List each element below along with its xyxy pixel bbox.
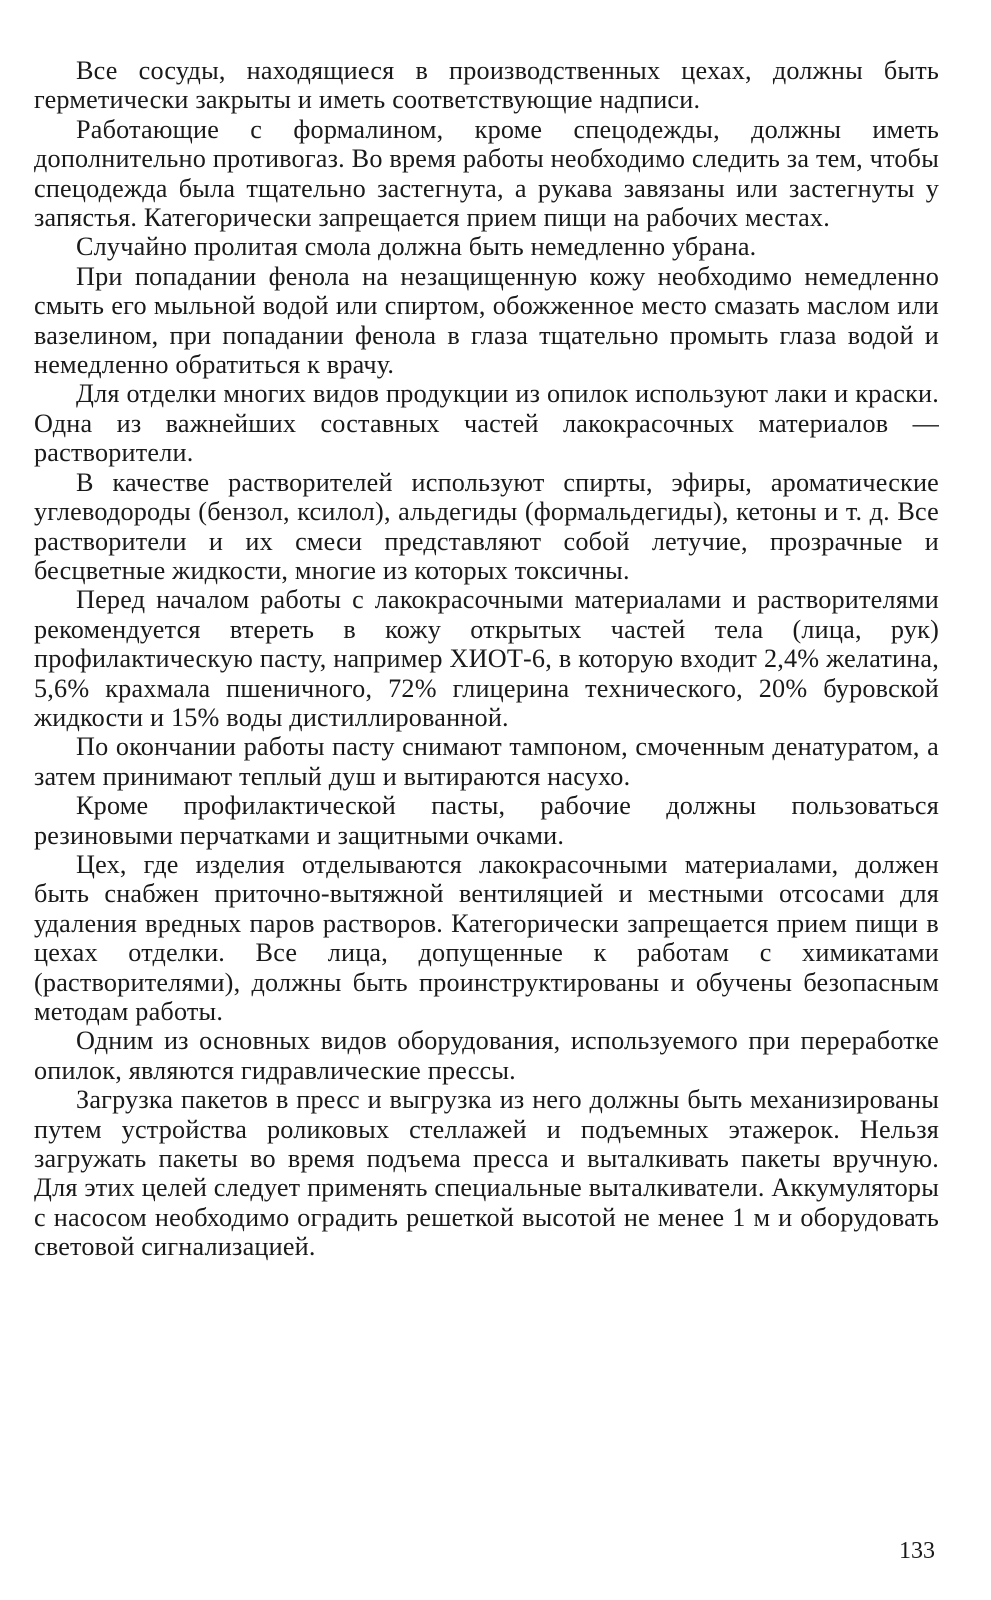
paragraph-protective-paste: Перед началом работы с лакокрасочными материалами и растворителями рекомендуется втереть в кожу открытых частей тела (лица, рук) профилактическую пасту, например ХИОТ-6, в которую входит 2,4% желатина, 5,6% крахмала пшеничного, 72% глицерина технического, 20% буровской жидкости и 15% воды дистиллированной.	[34, 585, 939, 732]
paragraph-presses: Одним из основных видов оборудования, используемого при переработке опилок, являются гидравлические прессы.	[34, 1026, 939, 1085]
page-body	[34, 56, 939, 1262]
paragraph-gloves: Кроме профилактической пасты, рабочие должны пользоваться резиновыми перчатками и защитными очками.	[34, 791, 939, 850]
paragraph-after-work: По окончании работы пасту снимают тампоном, смоченным денатуратом, а затем принимают теплый душ и вытираются насухо.	[34, 732, 939, 791]
paragraph-resin: Случайно пролитая смола должна быть немедленно убрана.	[76, 232, 757, 262]
paragraph-finishing: Для отделки многих видов продукции из опилок используют лаки и краски. Одна из важнейших составных частей лакокрасочных материалов — растворители.	[34, 379, 939, 468]
paragraph-formalin: Работающие с формалином, кроме спецодежды, должны иметь дополнительно противогаз. Во время работы необходимо следить за тем, чтобы спецодежда была тщательно застегнута, а рукава завязаны или застегнуты у запястья. Категорически запрещается прием пищи на рабочих местах.	[34, 114, 939, 233]
paragraph-vessels: Все сосуды, находящиеся в производственных цехах, должны быть герметически закрыты и иметь соответствующие надписи.	[34, 56, 939, 115]
paragraph-phenol: При попадании фенола на незащищенную кожу необходимо немедленно смыть его мыльной водой или спиртом, обожженное место смазать маслом или вазелином, при попадании фенола в глаза тщательно промыть глаза водой и немедленно обратиться к врачу.	[34, 261, 939, 380]
paragraph-loading: Загрузка пакетов в пресс и выгрузка из него должны быть механизированы путем устройства роликовых стеллажей и подъемных этажерок. Нельзя загружать пакеты во время подъема пресса и выталкивать пакеты вручную. Для этих целей следует применять специальные выталкиватели. Аккумуляторы с насосом необходимо оградить решеткой высотой не менее 1 м и оборудовать световой сигнализацией.	[34, 1085, 939, 1262]
paragraph-workshop: Цех, где изделия отделываются лакокрасочными материалами, должен быть снабжен приточно-вытяжной вентиляцией и местными отсосами для удаления вредных паров растворов. Категорически запрещается прием пищи в цехах отделки. Все лица, допущенные к работам с химикатами (растворителями), должны быть проинструктированы и обучены безопасным методам работы.	[34, 849, 939, 1026]
page-number: 133	[899, 1538, 935, 1564]
paragraph-solvents: В качестве растворителей используют спирты, эфиры, ароматические углеводороды (бензол, ксилол), альдегиды (формальдегиды), кетоны и т. д. Все растворители и их смеси представляют собой летучие, прозрачные и бесцветные жидкости, многие из которых токсичны.	[34, 467, 939, 585]
